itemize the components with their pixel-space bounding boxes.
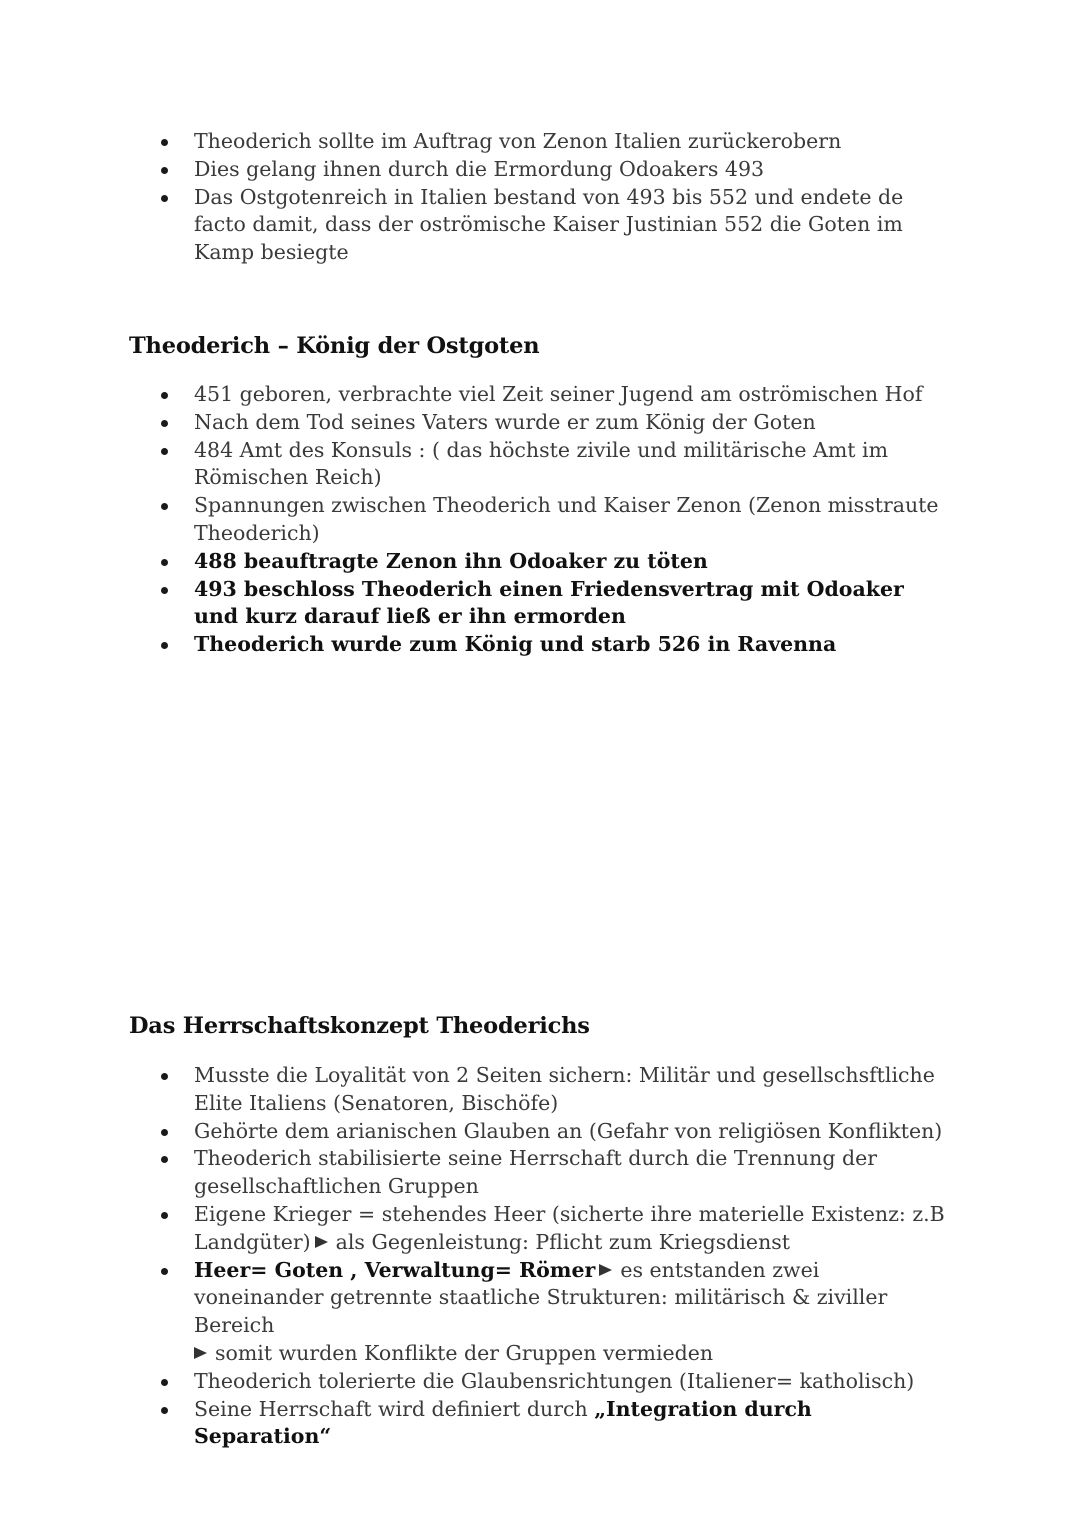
list-item: Das Ostgotenreich in Italien bestand von 493 bis 552 und endete de facto damit, dass der oströmische Kaiser Justinian 552 die Goten im Kamp besiegte xyxy=(0,184,1080,267)
list-item: Theoderich stabilisierte seine Herrschaft durch die Trennung der gesellschaftlichen Gruppen xyxy=(0,1145,1080,1201)
right-arrow-icon xyxy=(315,1236,328,1248)
list-item: Dies gelang ihnen durch die Ermordung Odoakers 493 xyxy=(0,156,1080,184)
list-item: Spannungen zwischen Theoderich und Kaiser Zenon (Zenon misstraute Theoderich) xyxy=(0,492,1080,548)
section-heading-theoderich: Theoderich – König der Ostgoten xyxy=(129,333,540,359)
item-bold-text: Heer= Goten , Verwaltung= Römer xyxy=(194,1257,596,1282)
item-bold-text: „Integration durch Separation“ xyxy=(194,1396,812,1449)
item-text: es entstanden zwei voneinander getrennte staatliche Strukturen: militärisch & ziviller Bereich xyxy=(194,1257,888,1338)
section-heading-herrschaft: Das Herrschaftskonzept Theoderichs xyxy=(129,1013,590,1039)
list-item: 484 Amt des Konsuls : ( das höchste zivile und militärische Amt im Römischen Reich) xyxy=(0,437,1080,493)
list-item xyxy=(0,1396,1080,1452)
theoderich-list xyxy=(0,381,1080,659)
list-item: 488 beauftragte Zenon ihn Odoaker zu töten xyxy=(0,548,1080,576)
list-item xyxy=(0,1201,1080,1257)
list-item: Nach dem Tod seines Vaters wurde er zum König der Goten xyxy=(0,409,1080,437)
item-text: Seine Herrschaft wird definiert durch xyxy=(194,1396,588,1421)
item-subline xyxy=(194,1340,950,1368)
intro-list xyxy=(0,128,1080,267)
list-item: Musste die Loyalität von 2 Seiten sichern: Militär und gesellschsftliche Elite Italiens (Senatoren, Bischöfe) xyxy=(0,1062,1080,1118)
herrschaft-list xyxy=(0,1062,1080,1451)
list-item: 493 beschloss Theoderich einen Friedensvertrag mit Odoaker und kurz darauf ließ er ihn ermorden xyxy=(0,576,1080,632)
item-text: somit wurden Konflikte der Gruppen vermieden xyxy=(215,1340,714,1365)
list-item: Theoderich sollte im Auftrag von Zenon Italien zurückerobern xyxy=(0,128,1080,156)
right-arrow-icon xyxy=(194,1347,207,1359)
list-item: Theoderich tolerierte die Glaubensrichtungen (Italiener= katholisch) xyxy=(0,1368,1080,1396)
list-item: Theoderich wurde zum König und starb 526 in Ravenna xyxy=(0,631,1080,659)
list-item xyxy=(0,1257,1080,1368)
item-text: Eigene Krieger = stehendes Heer (sicherte ihre materielle Existenz: z.B Landgüter) xyxy=(194,1201,945,1254)
right-arrow-icon xyxy=(599,1264,612,1276)
item-text: als Gegenleistung: Pflicht zum Kriegsdienst xyxy=(335,1229,791,1254)
list-item: Gehörte dem arianischen Glauben an (Gefahr von religiösen Konflikten) xyxy=(0,1118,1080,1146)
list-item: 451 geboren, verbrachte viel Zeit seiner Jugend am oströmischen Hof xyxy=(0,381,1080,409)
